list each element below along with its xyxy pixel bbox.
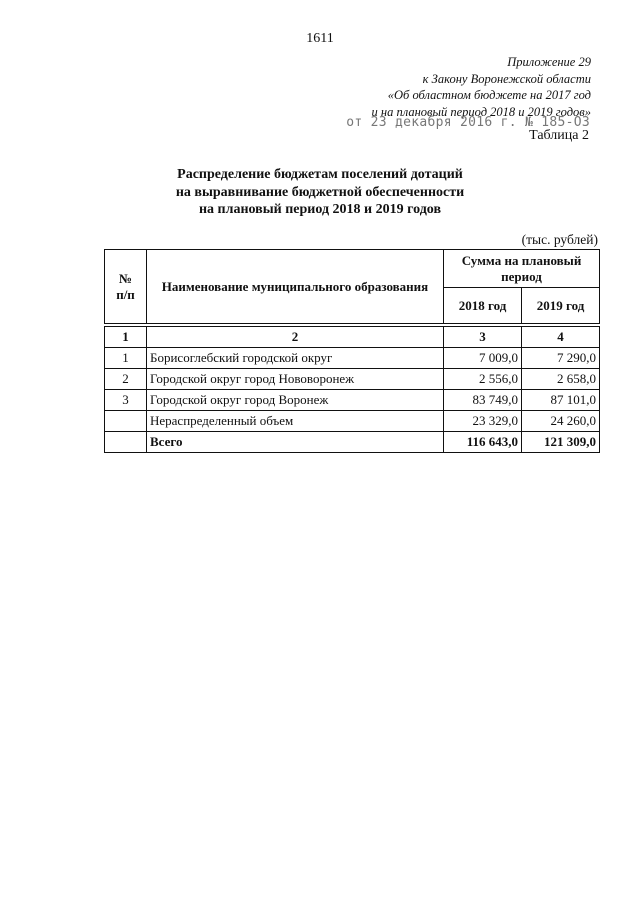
row-number: 3 xyxy=(105,390,147,411)
column-index: 3 xyxy=(444,327,522,348)
table-row xyxy=(105,369,600,390)
row-number: 1 xyxy=(105,348,147,369)
row-name: Городской округ город Нововоронеж xyxy=(147,369,444,390)
total-value-2018: 116 643,0 xyxy=(444,432,522,453)
header-number-abbr: п/п xyxy=(116,286,135,302)
header-sum: Сумма на плановый период xyxy=(444,250,600,288)
row-number xyxy=(105,411,147,432)
row-number: 2 xyxy=(105,369,147,390)
units-label: (тыс. рублей) xyxy=(521,232,598,247)
title-line: на плановый период 2018 и 2019 годов xyxy=(198,202,442,217)
appendix-line: к Закону Воронежской области xyxy=(422,71,591,86)
row-value-2018: 83 749,0 xyxy=(444,390,522,411)
row-value-2019: 2 658,0 xyxy=(522,369,600,390)
row-value-2018: 2 556,0 xyxy=(444,369,522,390)
registration-stamp: от 23 декабря 2016 г. № 185-ОЗ xyxy=(346,115,590,130)
table-row xyxy=(105,390,600,411)
title-line: на выравнивание бюджетной обеспеченности xyxy=(175,184,465,200)
header-name: Наименование муниципального образования xyxy=(147,250,444,324)
row-value-2018: 23 329,0 xyxy=(444,411,522,432)
column-index: 2 xyxy=(147,327,444,348)
table-row xyxy=(105,411,600,432)
row-name: Нераспределенный объем xyxy=(147,411,444,432)
title-line: Распределение бюджетам поселений дотаций xyxy=(177,167,463,182)
data-table xyxy=(104,326,600,453)
row-name: Городской округ город Воронеж xyxy=(147,390,444,411)
header-number-symbol: № xyxy=(118,270,133,286)
appendix-line: и на плановый период 2018 и 2019 годов» xyxy=(371,104,591,119)
table-label: Таблица 2 xyxy=(529,128,589,143)
document-title xyxy=(0,166,640,219)
appendix-reference xyxy=(372,54,591,120)
appendix-line: «Об областном бюджете на 2017 год xyxy=(387,88,591,102)
table-row xyxy=(105,348,600,369)
table-header xyxy=(104,249,600,324)
header-year-2019: 2019 год xyxy=(522,288,600,324)
column-index: 1 xyxy=(105,327,147,348)
row-name: Борисоглебский городской округ xyxy=(147,348,444,369)
header-number xyxy=(105,250,147,324)
total-label: Всего xyxy=(147,432,444,453)
row-value-2018: 7 009,0 xyxy=(444,348,522,369)
total-number xyxy=(105,432,147,453)
page-number: 1611 xyxy=(306,31,334,46)
total-value-2019: 121 309,0 xyxy=(522,432,600,453)
row-value-2019: 24 260,0 xyxy=(522,411,600,432)
column-index: 4 xyxy=(522,327,600,348)
row-value-2019: 87 101,0 xyxy=(522,390,600,411)
column-index-row xyxy=(105,327,600,348)
total-row xyxy=(105,432,600,453)
row-value-2019: 7 290,0 xyxy=(522,348,600,369)
appendix-line: Приложение 29 xyxy=(507,55,591,69)
header-year-2018: 2018 год xyxy=(444,288,522,324)
